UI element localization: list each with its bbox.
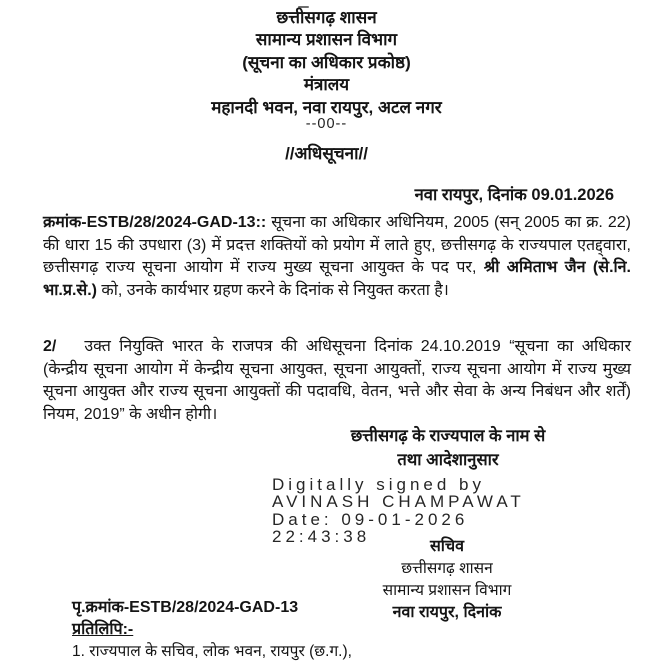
authority-line-2: तथा आदेशानुसार: [397, 451, 499, 469]
signatory-place-date: नवा रायपुर, दिनांक: [392, 604, 502, 621]
rules-paragraph: [43, 336, 631, 426]
digital-signature-time: 22:43:38: [272, 527, 371, 547]
authority-line-1: छत्तीसगढ़ के राज्यपाल के नाम से: [350, 427, 546, 445]
notification-title: //अधिसूचना//: [285, 144, 368, 163]
appointment-text-b: को, उनके कार्यभार ग्रहण करने के दिनांक से नियुक्त करता है।: [96, 281, 449, 299]
paragraph-2-number: 2/: [43, 338, 57, 355]
letterhead-ministry-line: मंत्रालय: [303, 75, 350, 95]
copy-recipient-1: 1. राज्यपाल के सचिव, लोक भवन, रायपुर (छ.ग.),: [72, 643, 352, 660]
signatory-government-line: छत्तीसगढ़ शासन: [401, 560, 493, 577]
signatory-designation: सचिव: [429, 538, 465, 555]
copy-to-label: प्रतिलिपि:-: [72, 620, 134, 638]
signatory-block: [332, 536, 562, 624]
letterhead: [0, 7, 653, 119]
authority-statement: [330, 424, 566, 472]
appointment-text-a: सूचना का अधिकार अधिनियम, 2005 (सन् 2005 का क्र. 22) की धारा 15 की उपधारा (3) में प्रदत्त शक्तियों को प्रयोग में लाते हुए, छत्तीसगढ़ के राज्यपाल एतद्द्वारा, छत्तीसगढ़ राज्य सूचना आयोग में राज्य मुख्य सूचना आयुक्त के पद पर,: [43, 214, 631, 277]
header-divider: --00--: [305, 116, 348, 132]
letterhead-government-line: छत्तीसगढ़ शासन: [276, 8, 377, 27]
signatory-department-line: सामान्य प्रशासन विभाग: [382, 582, 512, 599]
order-number: क्रमांक-ESTB/28/2024-GAD-13::: [43, 214, 267, 231]
letterhead-address-line: महानदी भवन, नवा रायपुर, अटल नगर: [211, 97, 442, 117]
endorsement-block: [72, 597, 352, 663]
place-date-line: नवा रायपुर, दिनांक 09.01.2026: [414, 186, 614, 204]
digital-signature-date: Date: 09-01-2026: [272, 509, 469, 529]
digital-signature-line-1: Digitally signed by: [272, 475, 486, 494]
letterhead-department-line: सामान्य प्रशासन विभाग: [255, 30, 398, 50]
digital-signature-signer: AVINASH CHAMPAWAT: [272, 492, 525, 512]
endorsement-number: पृ.क्रमांक-ESTB/28/2024-GAD-13: [72, 599, 299, 616]
rules-text: उक्त नियुक्ति भारत के राजपत्र की अधिसूचना दिनांक 24.10.2019 “सूचना का अधिकार (केन्द्रीय सूचना आयोग में केन्द्रीय सूचना आयुक्त, सूचना आयुक्तों, राज्य सूचना आयोग में राज्य मुख्य सूचना आयुक्त और राज्य सूचना आयुक्तों की पदावधि, वेतन, भत्ते और सेवा के अन्य निबंधन और शर्तें) नियम, 2019” के अधीन होगी।: [43, 338, 631, 423]
appointee-name: श्री अमिताभ जैन (से.नि. भा.प्र.से.): [43, 259, 631, 299]
appointment-paragraph: [43, 212, 631, 302]
letterhead-rti-cell-line: (सूचना का अधिकार प्रकोष्ठ): [242, 52, 411, 72]
